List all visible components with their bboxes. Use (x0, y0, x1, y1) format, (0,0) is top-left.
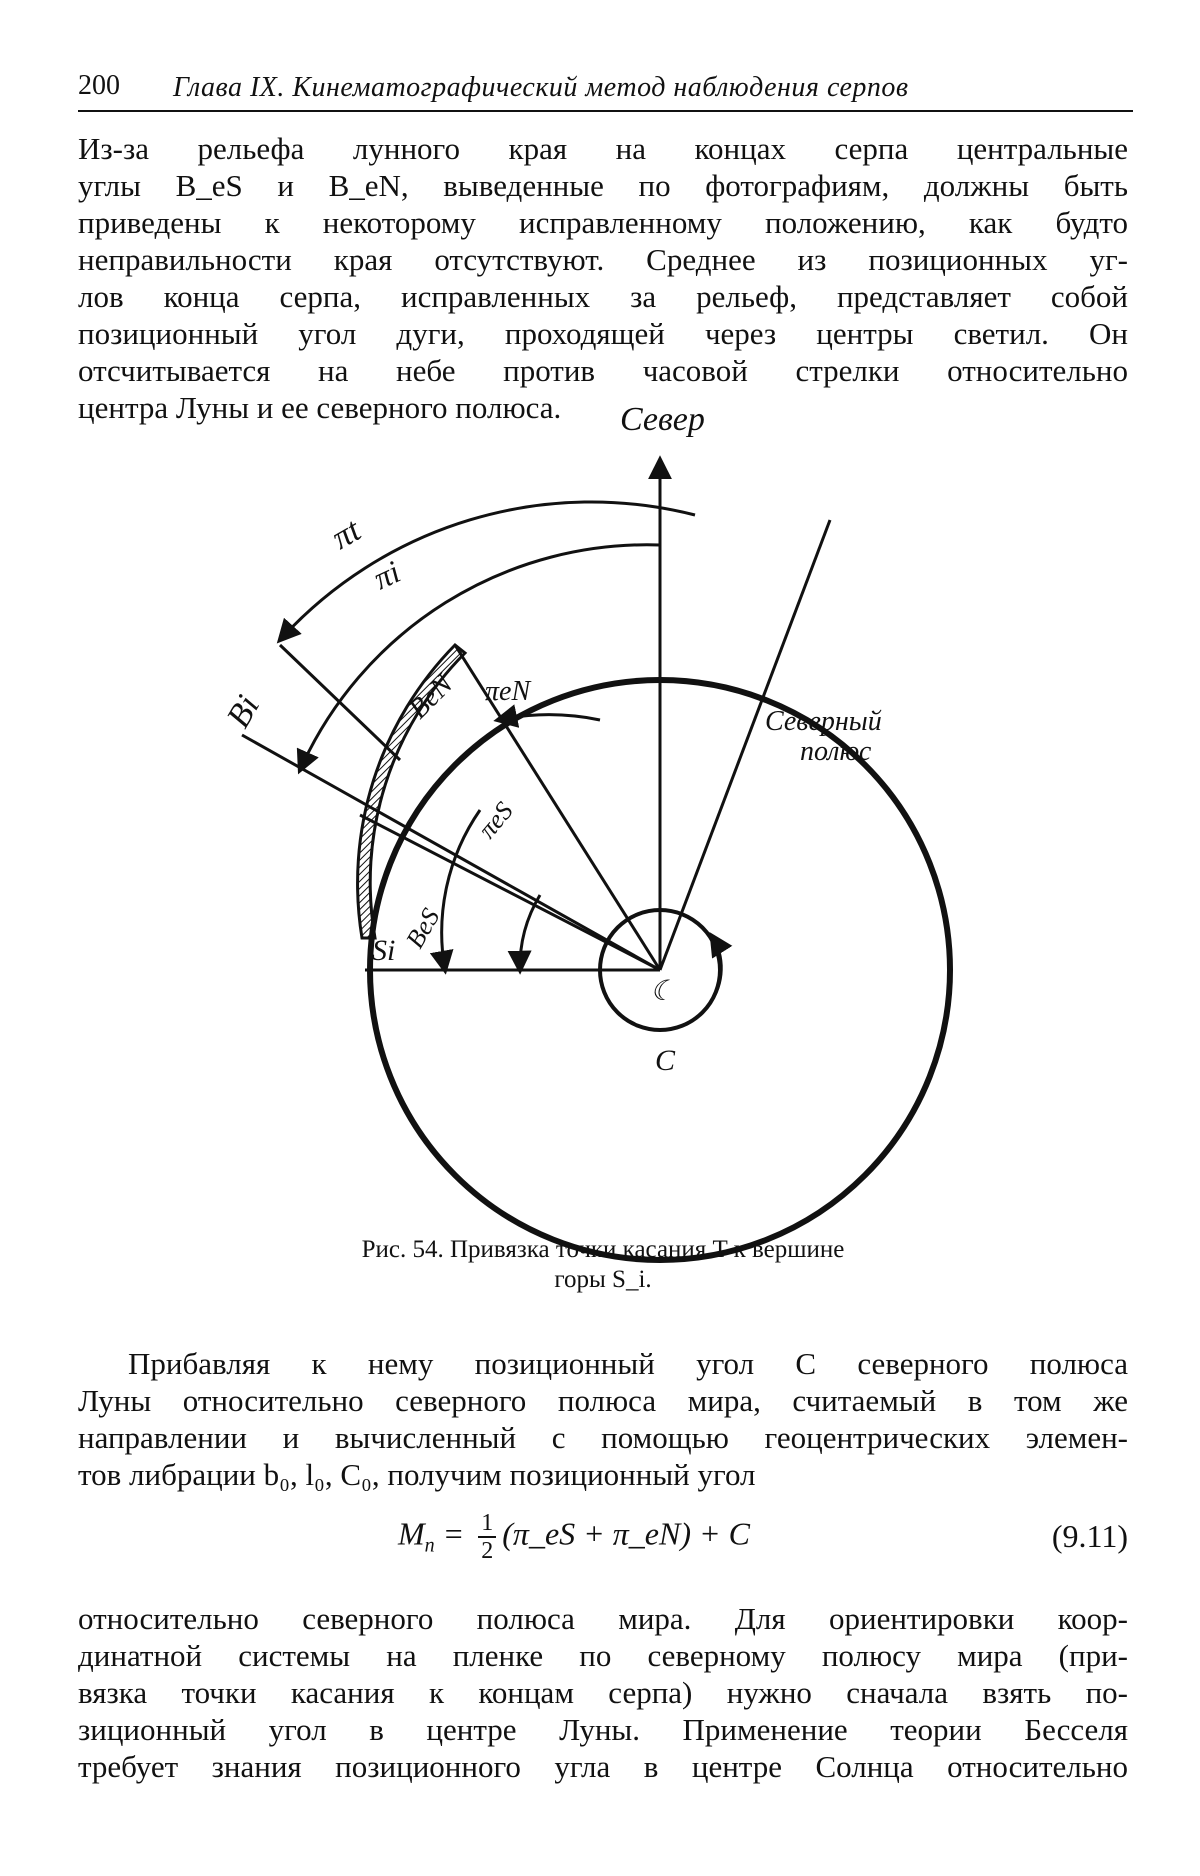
paragraph-3 (78, 1600, 1128, 1785)
eq-sign: = (434, 1515, 473, 1552)
equation-number: (9.11) (1051, 1518, 1128, 1554)
figure-caption (78, 1235, 1128, 1295)
formula (398, 1510, 750, 1564)
eq-lhs: M (398, 1515, 425, 1552)
label-b-en: BeN (403, 668, 460, 725)
text-line: лов конца серпа, исправленных за рельеф, представляет собой (78, 279, 1128, 314)
text-line: относительно северного полюса мира. Для ориентировки коор- (78, 1601, 1128, 1636)
page-header (78, 70, 1133, 112)
text-line: Луны относительно северного полюса мира, считаемый в том же (78, 1383, 1128, 1418)
text-line: позиционный угол дуги, проходящей через центры светил. Он (78, 316, 1128, 351)
label-pi-en: πeN (485, 676, 531, 707)
label-moon-symbol: ☾ (650, 976, 676, 1007)
text-line: Прибавляя к нему позиционный угол C северного полюса (128, 1346, 1128, 1381)
figure-54-diagram (219, 401, 1000, 1240)
text-line: требует знания позиционного угла в центре Солнца относительно (78, 1749, 1128, 1784)
text-line: динатной системы на пленке по северному полюсу мира (при- (78, 1638, 1128, 1673)
label-c: C (655, 1044, 676, 1077)
label-north-pole-1: Северный (765, 706, 882, 737)
text-line: неправильности края отсутствуют. Среднее из позиционных уг- (78, 242, 1128, 277)
text-line: центра Луны и ее северного полюса. (78, 390, 562, 425)
eq-rhs: (π_eS + π_eN) + C (502, 1515, 750, 1552)
eq-fraction (478, 1510, 496, 1564)
label-pi-i: πi (367, 553, 406, 597)
text-line: зиционный угол в центре Луны. Применение теории Бесселя (78, 1712, 1128, 1747)
text-line: Из-за рельефа лунного края на концах серпа центральные (78, 131, 1128, 166)
label-b-es: BeS (400, 903, 446, 953)
text-line: приведены к некоторому исправленному положению, как будто (78, 205, 1128, 240)
eq-lhs-sub: n (424, 1534, 435, 1557)
text-line: направлении и вычисленный с помощью геоцентрических элемен- (78, 1420, 1128, 1455)
page-number: 200 (78, 70, 120, 101)
label-north: Север (620, 401, 705, 438)
eq-frac-num: 1 (478, 1510, 496, 1538)
label-north-pole-2: полюс (800, 736, 872, 767)
eq-frac-den: 2 (481, 1538, 494, 1564)
label-pi-es: πeS (472, 796, 519, 844)
equation-9-11 (78, 1510, 1128, 1570)
caption-line-1: Рис. 54. Привязка точки касания T к вершине (361, 1236, 845, 1263)
label-s-i: Si (372, 934, 396, 967)
text-line: вязка точки касания к концам серпа) нужно сначала взять по- (78, 1675, 1128, 1710)
paragraph-1 (78, 130, 1128, 426)
caption-line-2: горы S_i. (554, 1266, 652, 1293)
text-line: тов либрации b₀, l₀, C₀, получим позиционный угол (78, 1457, 756, 1492)
running-title: Глава IX. Кинематографический метод наблюдения серпов (173, 72, 909, 103)
arc-pi-es (442, 810, 480, 970)
label-b-i: Bi (219, 689, 268, 734)
text-line: углы B_eS и B_eN, выведенные по фотографиям, должны быть (78, 168, 1128, 203)
arc-pi-i (300, 545, 660, 770)
paragraph-2 (78, 1345, 1128, 1493)
text-line: отсчитывается на небе против часовой стрелки относительно (78, 353, 1128, 388)
label-pi-t: πt (325, 511, 367, 557)
radius-es (360, 815, 660, 970)
